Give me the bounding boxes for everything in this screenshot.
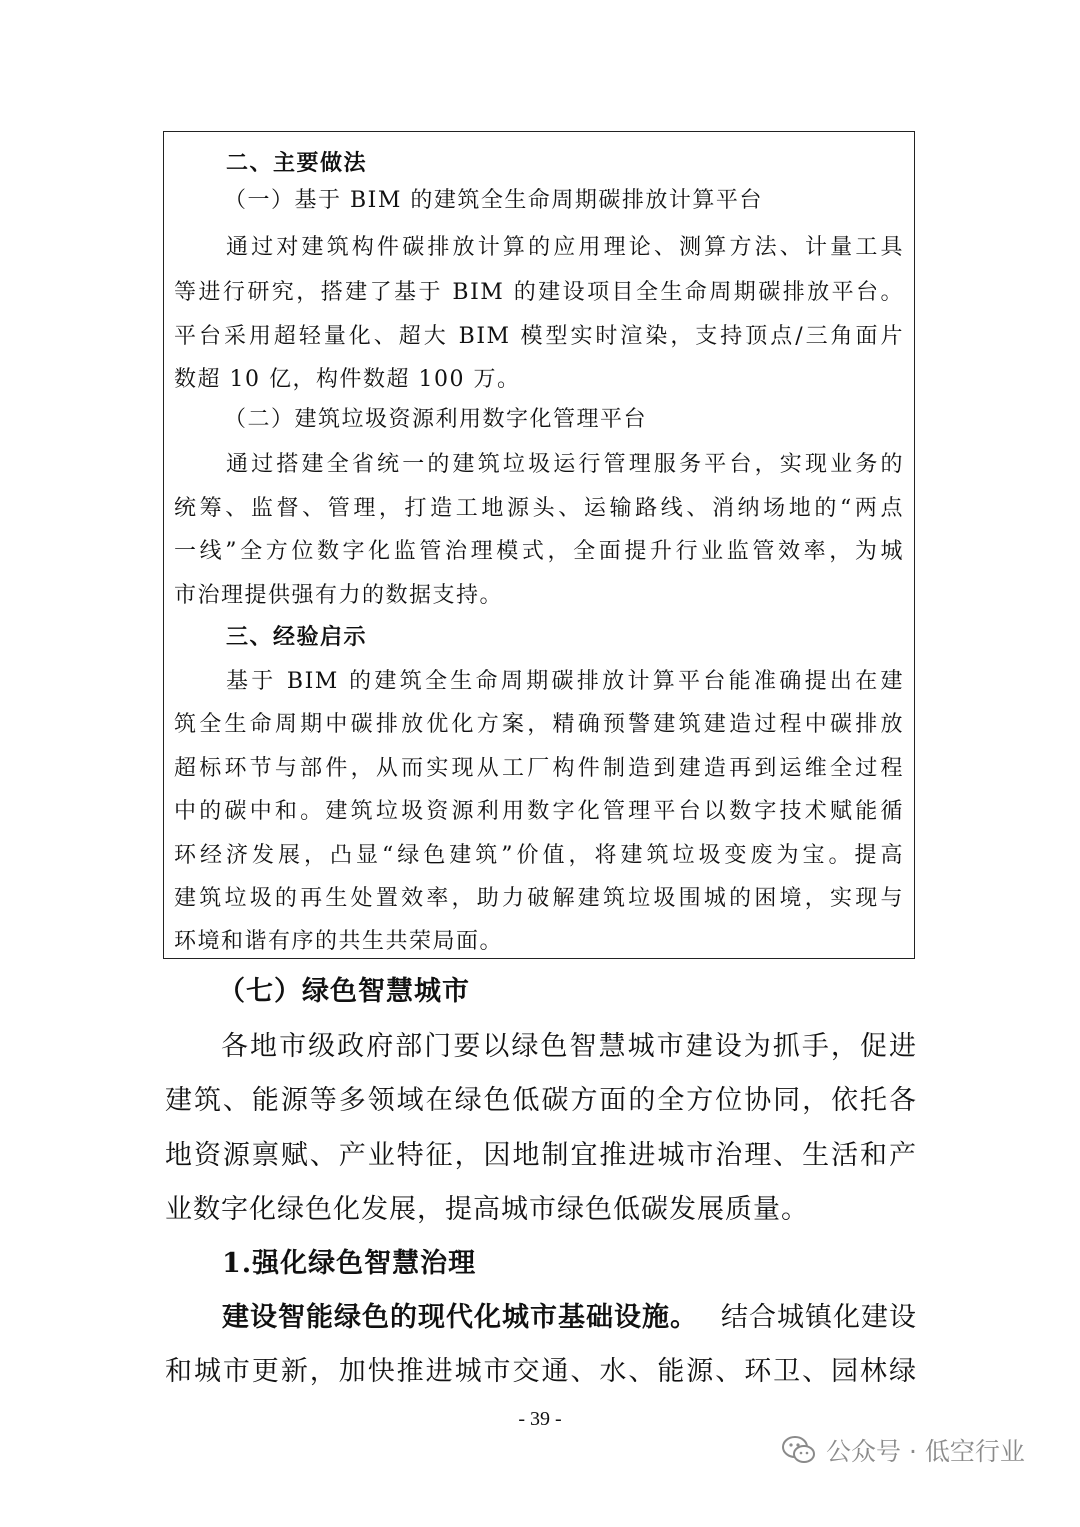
- wechat-icon: [782, 1435, 816, 1465]
- section-heading-green-smart-city: （七）绿色智慧城市: [218, 976, 470, 1007]
- paragraph-line: 平台采用超轻量化、超大 BIM 模型实时渲染，支持顶点/三角面片: [174, 324, 904, 349]
- paragraph-line: 等进行研究，搭建了基于 BIM 的建设项目全生命周期碳排放平台。: [174, 280, 904, 305]
- paragraph-line: 超标环节与部件，从而实现从工厂构件制造到建造再到运维全过程: [174, 756, 904, 781]
- paragraph-line: 环境和谐有序的共生共荣局面。: [174, 929, 504, 954]
- subsection-heading: 1.强化绿色智慧治理: [222, 1248, 477, 1279]
- lead-bold-text: 建设智能绿色的现代化城市基础设施。: [222, 1302, 698, 1333]
- paragraph-line: 数超 10 亿，构件数超 100 万。: [174, 367, 521, 392]
- body-line: 各地市级政府部门要以绿色智慧城市建设为抓手，促进: [221, 1031, 917, 1062]
- body-line: 建筑、能源等多领域在绿色低碳方面的全方位协同，依托各: [165, 1085, 917, 1116]
- subheading-bim-platform: （一）基于 BIM 的建筑全生命周期碳排放计算平台: [224, 188, 763, 213]
- watermark: [782, 1432, 1025, 1468]
- paragraph-line: 基于 BIM 的建筑全生命周期碳排放计算平台能准确提出在建: [226, 669, 904, 694]
- paragraph-line: 统筹、监督、管理，打造工地源头、运输路线、消纳场地的“两点: [174, 496, 904, 521]
- body-line: 和城市更新，加快推进城市交通、水、能源、环卫、园林绿: [165, 1356, 917, 1387]
- watermark-text: 公众号 · 低空行业: [826, 1437, 1025, 1466]
- paragraph-line: 通过搭建全省统一的建筑垃圾运行管理服务平台，实现业务的: [226, 452, 904, 477]
- paragraph-line: 通过对建筑构件碳排放计算的应用理论、测算方法、计量工具: [226, 235, 904, 260]
- body-line: 业数字化绿色化发展，提高城市绿色低碳发展质量。: [165, 1194, 809, 1225]
- heading-main-practices: 二、主要做法: [226, 150, 368, 176]
- paragraph-line: 市治理提供强有力的数据支持。: [174, 583, 504, 608]
- page-number: - 39 -: [518, 1408, 562, 1430]
- paragraph-line: 环经济发展，凸显“绿色建筑”价值，将建筑垃圾变废为宝。提高: [174, 843, 904, 868]
- heading-lessons: 三、经验启示: [226, 624, 368, 650]
- case-box: [163, 131, 915, 959]
- paragraph-line: 中的碳中和。建筑垃圾资源利用数字化管理平台以数字技术赋能循: [174, 799, 904, 824]
- body-line-lead: [222, 1299, 917, 1339]
- body-line: 地资源禀赋、产业特征，因地制宜推进城市治理、生活和产: [165, 1140, 917, 1171]
- lead-rest-text: 结合城镇化建设: [721, 1302, 917, 1333]
- paragraph-line: 建筑垃圾的再生处置效率，助力破解建筑垃圾围城的困境，实现与: [174, 886, 904, 911]
- subheading-waste-platform: （二）建筑垃圾资源利用数字化管理平台: [224, 407, 648, 432]
- paragraph-line: 一线”全方位数字化监管治理模式，全面提升行业监管效率，为城: [174, 539, 904, 564]
- paragraph-line: 筑全生命周期中碳排放优化方案，精确预警建筑建造过程中碳排放: [174, 712, 904, 737]
